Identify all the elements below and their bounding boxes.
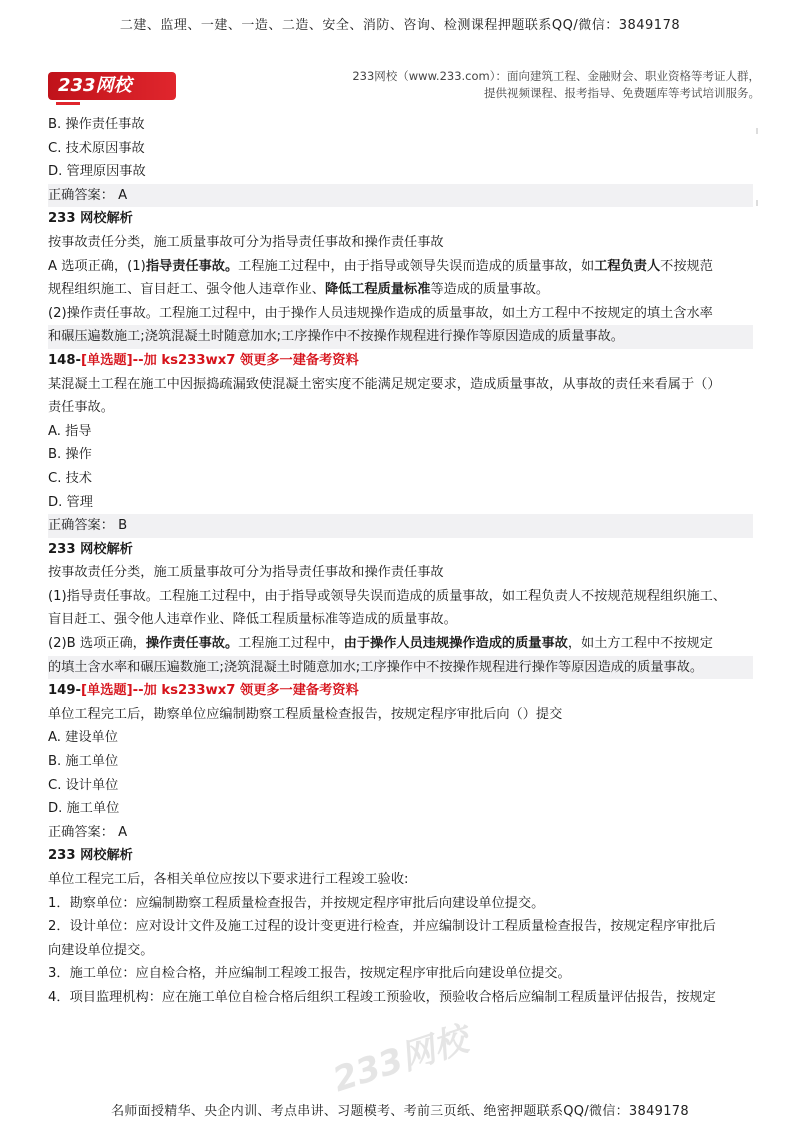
text-run: 工程施工过程中，由于指导或领导失误而造成的质量事故，如 xyxy=(238,258,595,274)
option-c: C. 技术原因事故 xyxy=(48,140,145,156)
promo-text: --加 ks233wx7 领更多一建备考资料 xyxy=(132,683,359,699)
margin-mark xyxy=(756,200,758,206)
question-type-tag: [单选题] xyxy=(81,683,133,699)
analysis-paragraph: 按事故责任分类，施工质量事故可分为指导责任事故和操作责任事故 xyxy=(48,234,444,250)
option-d: D. 管理原因事故 xyxy=(48,164,146,180)
analysis-title: 233 网校解析 xyxy=(48,848,133,864)
slogan-line-2: 提供视频课程、报考指导、免费题库等考试培训服务。 xyxy=(484,86,760,100)
text-run: 等造成的质量事故。 xyxy=(430,282,550,298)
header-slogan xyxy=(320,68,760,102)
analysis-paragraph: 1．勘察单位：应编制勘察工程质量检查报告，并按规定程序审批后向建设单位提交。 xyxy=(48,895,545,911)
text-run: 工程施工过程中， xyxy=(238,636,344,652)
analysis-paragraph: 单位工程完工后，各相关单位应按以下要求进行工程竣工验收: xyxy=(48,872,409,887)
analysis-paragraph: 3．施工单位：应自检合格，并应编制工程竣工报告，按规定程序审批后向建设单位提交。 xyxy=(48,966,571,982)
option-a: A. 指导 xyxy=(48,423,92,439)
option-b: B. 施工单位 xyxy=(48,754,119,770)
option-b: B. 操作责任事故 xyxy=(48,117,145,132)
option-c: C. 设计单位 xyxy=(48,777,119,793)
correct-answer: 正确答案： A xyxy=(48,824,128,840)
bold-run: 操作责任事故。 xyxy=(145,636,239,652)
analysis-title: 233 网校解析 xyxy=(48,541,133,557)
question-stem: 某混凝土工程在施工中因振捣疏漏致使混凝土密实度不能满足规定要求，造成质量事故，从事故的责任来看属于（） xyxy=(48,376,721,392)
analysis-paragraph: 和碾压遍数施工;浇筑混凝土时随意加水;工序操作中不按操作规程进行操作等原因造成的质量事故。 xyxy=(48,325,753,349)
question-stem: 单位工程完工后，勘察单位应编制勘察工程质量检查报告，按规定程序审批后向（）提交 xyxy=(48,706,563,722)
analysis-paragraph: 按事故责任分类，施工质量事故可分为指导责任事故和操作责任事故 xyxy=(48,565,444,581)
question-title xyxy=(48,679,753,703)
analysis-paragraph: (1)指导责任事故。工程施工过程中，由于指导或领导失误而造成的质量事故，如工程负责人不按规范规程组织施工、 xyxy=(48,588,727,604)
text-run: ，如土方工程中不按规定 xyxy=(567,636,713,652)
question-stem: 责任事故。 xyxy=(48,400,114,416)
bold-run: 降低工程质量标准 xyxy=(324,282,431,298)
analysis-paragraph: 向建设单位提交。 xyxy=(48,942,154,958)
question-number: 148- xyxy=(48,352,82,368)
option-b: B. 操作 xyxy=(48,447,92,463)
analysis-paragraph: 2．设计单位：应对设计文件及施工过程的设计变更进行检查，并应编制设计工程质量检查报告，按规定程序审批后 xyxy=(48,919,716,935)
analysis-paragraph xyxy=(48,255,753,279)
correct-answer: 正确答案： A xyxy=(48,184,753,208)
promo-text: --加 ks233wx7 领更多一建备考资料 xyxy=(132,352,359,368)
analysis-paragraph: 4．项目监理机构：应在施工单位自检合格后组织工程竣工预验收，预验收合格后应编制工程质量评估报告，按规定 xyxy=(48,989,716,1005)
option-c: C. 技术 xyxy=(48,470,92,486)
logo-underline xyxy=(56,102,80,105)
option-d: D. 施工单位 xyxy=(48,801,120,817)
top-banner: 二建、监理、一建、一造、二造、安全、消防、咨询、检测课程押题联系QQ/微信：3849178 xyxy=(119,18,681,33)
document-body xyxy=(48,113,753,1010)
watermark-logo: 233网校 xyxy=(328,1019,473,1101)
question-number: 149- xyxy=(48,683,82,699)
margin-mark xyxy=(756,128,758,134)
analysis-paragraph: (2)操作责任事故。工程施工过程中，由于操作人员违规操作造成的质量事故，如土方工程中不按规定的填土含水率 xyxy=(48,305,713,321)
option-d: D. 管理 xyxy=(48,494,93,510)
bold-run: 工程负责人 xyxy=(594,258,661,274)
page-header xyxy=(48,66,760,108)
analysis-title: 233 网校解析 xyxy=(48,211,133,227)
question-title xyxy=(48,349,753,373)
bottom-banner: 名师面授精华、央企内训、考点串讲、习题模考、考前三页纸、绝密押题联系QQ/微信：3849178 xyxy=(111,1104,689,1119)
text-run: (2)B 选项正确， xyxy=(48,636,146,652)
text-run: A 选项正确，(1) xyxy=(48,258,146,274)
slogan-line-1: 233网校（www.233.com）：面向建筑工程、金融财会、职业资格等考证人群， xyxy=(352,69,760,83)
option-a: A. 建设单位 xyxy=(48,730,118,746)
bold-run: 由于操作人员违规操作造成的质量事故 xyxy=(343,636,568,652)
question-type-tag: [单选题] xyxy=(81,352,133,368)
text-run: 规程组织施工、盲目赶工、强令他人违章作业、 xyxy=(48,282,325,298)
correct-answer: 正确答案： B xyxy=(48,514,753,538)
analysis-paragraph: 的填土含水率和碾压遍数施工;浇筑混凝土时随意加水;工序操作中不按操作规程进行操作等原因造成的质量事故。 xyxy=(48,656,753,680)
site-logo: 233网校 xyxy=(48,72,176,100)
analysis-paragraph: 盲目赶工、强令他人违章作业、降低工程质量标准等造成的质量事故。 xyxy=(48,612,457,628)
bold-run: 指导责任事故。 xyxy=(145,258,239,274)
analysis-paragraph xyxy=(48,278,753,302)
text-run: 不按规范 xyxy=(660,258,713,274)
analysis-paragraph xyxy=(48,632,753,656)
